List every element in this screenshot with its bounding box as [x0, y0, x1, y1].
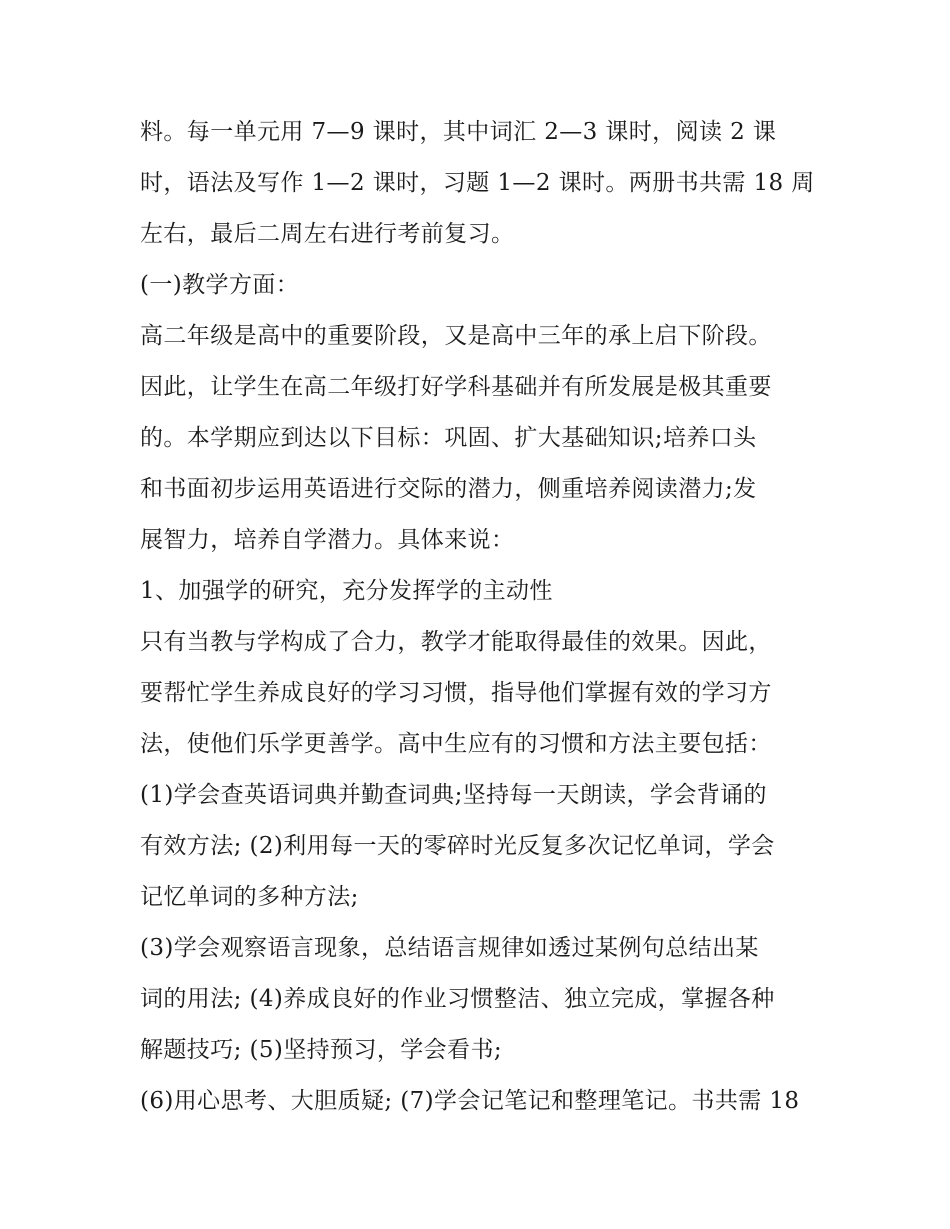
list-item-line: (6)用心思考、大胆质疑; (7)学会记笔记和整理笔记。书共需 18 [140, 1088, 800, 1114]
list-item-line: (1)学会查英语词典并勤查词典;坚持每一天朗读，学会背诵的 [140, 782, 767, 808]
list-item-line: 词的用法; (4)养成良好的作业习惯整洁、独立完成，掌握各种 [140, 986, 775, 1012]
list-item-line: (3)学会观察语言现象，总结语言规律如透过某例句总结出某 [140, 935, 759, 961]
text-line: 因此，让学生在高二年级打好学科基础并有所发展是极其重要 [140, 374, 772, 400]
list-item-line: 记忆单词的多种方法; [140, 884, 359, 910]
text-line: 料。每一单元用 7—9 课时，其中词汇 2—3 课时，阅读 2 课 [140, 119, 777, 145]
text-line: 展智力，培养自学潜力。具体来说： [140, 527, 515, 553]
text-line: 时，语法及写作 1—2 课时，习题 1—2 课时。两册书共需 18 周 [140, 170, 815, 196]
list-item-line: 有效方法; (2)利用每一天的零碎时光反复多次记忆单词，学会 [140, 833, 775, 859]
text-line: 的。本学期应到达以下目标：巩固、扩大基础知识;培养口头 [140, 425, 757, 451]
text-line: 法，使他们乐学更善学。高中生应有的习惯和方法主要包括： [140, 731, 772, 757]
text-line: 只有当教与学构成了合力，教学才能取得最佳的效果。因此， [140, 629, 772, 655]
section-heading: (一)教学方面： [140, 272, 300, 298]
text-line: 高二年级是高中的重要阶段，又是高中三年的承上启下阶段。 [140, 323, 772, 349]
text-line: 要帮忙学生养成良好的学习习惯，指导他们掌握有效的学习方 [140, 680, 772, 706]
list-item-line: 解题技巧; (5)坚持预习，学会看书; [140, 1037, 502, 1063]
numbered-heading: 1、加强学的研究，充分发挥学的主动性 [140, 578, 553, 604]
body-text [140, 107, 820, 1127]
text-line: 左右，最后二周左右进行考前复习。 [140, 221, 515, 247]
text-line: 和书面初步运用英语进行交际的潜力，侧重培养阅读潜力;发 [140, 476, 757, 502]
